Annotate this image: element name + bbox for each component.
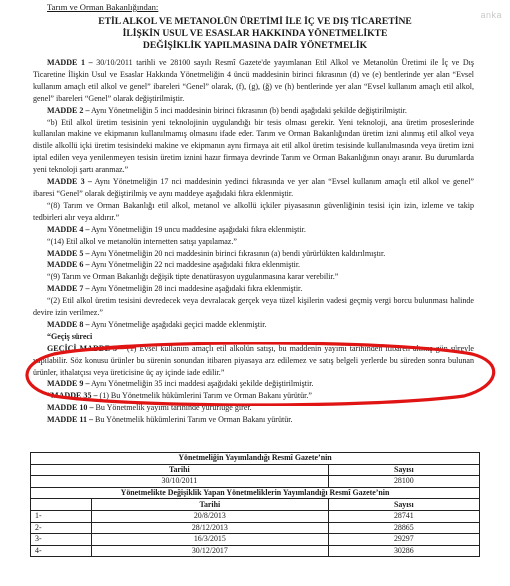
article-3-quote: “(8) Tarım ve Orman Bakanlığı etil alkol, metanol ve alkollü içkiler piyasasının güvenliğinin tesisi için izin, izleme ve takip tedbirleri alır veya aldırır.” <box>33 200 474 222</box>
row-index: 4- <box>31 545 92 557</box>
row-index: 1- <box>31 510 92 522</box>
article-9 <box>33 378 474 390</box>
article-text: 30/10/2011 tarihli ve 28100 sayılı Resmî Gazete'de yayımlanan Etil Alkol ve Metanolün Üretimi ile İç ve Dış Ticaretine İlişkin Usul ve Esaslar Hakkında Yönetmeliğin 4 üncü maddesinin birinci fıkrasının (d) ve (e) bentlerinde yer alan “Evsel kullanım amaçlı etil alkol ve genel” ibareleri “Genel” olarak, (f), (g), (ğ) ve (h) bentlerinde yer alan “Evsel kullanım amaçlı etil alkol, genel” ibareleri “Genel” olarak değiştirilmiştir. <box>33 58 475 103</box>
empty-cell <box>31 499 92 511</box>
row-index: 2- <box>31 522 92 534</box>
column-header-number: Sayısı <box>328 464 479 476</box>
table-row <box>31 522 480 534</box>
article-label: MADDE 7 – <box>47 284 90 294</box>
column-header-number: Sayısı <box>328 499 479 511</box>
article-text: Bu Yönetmelik hükümlerini Tarım ve Orman Bakanı yürütür. <box>93 415 293 425</box>
table-row <box>31 534 480 546</box>
column-header-date: Tarihi <box>92 499 329 511</box>
article-label: MADDE 9 – <box>47 379 90 389</box>
article-4-quote: “(14) Etil alkol ve metanolün internetten satışı yapılamaz.” <box>47 236 237 246</box>
article-label: MADDE 2 – <box>47 105 90 115</box>
article-text: Aynı Yönetmeliğin 35 inci maddesi aşağıdaki şekilde değiştirilmiştir. <box>89 379 314 389</box>
article-8 <box>33 319 474 331</box>
article-2-quote: “b) Etil alkol üretim tesisinin yeni teknolojinin uygulandığı bir tesis olması gerekir. Yeni teknoloji, ana üretim proseslerinde kullanılan makine ve ekipmanın kullanılmamış olmasını ifade eder. Tarım ve Orman Bakanlığından üretim izni alınmış etil alkol veya distile alkollü içki üretim tesisindeki makine ve ekipmanın aynı firmaya ait etil alkol üretim tesisinde kullanılmasında veya üretim izni iptal edilen veya yenilenmeyen tesisin üretim iznini hazır firmaya devrinde Tarım ve Orman Bakanlığının onayı aranır. Bu durumlarda yeni teknoloji şartı aranmaz.” <box>33 117 474 175</box>
temporary-article-3 <box>33 343 474 379</box>
article-11 <box>33 414 474 426</box>
article-text: Aynı Yönetmeliğin 19 uncu maddesine aşağıdaki fıkra eklenmiştir. <box>89 224 306 234</box>
article-35-quote <box>33 390 474 402</box>
article-label: MADDE 1 – <box>47 58 93 67</box>
watermark-logo: anka <box>480 10 502 20</box>
regulation-title-line-1: ETİL ALKOL VE METANOLÜN ÜRETİMİ İLE İÇ VE DIŞ TİCARETİNE <box>98 16 412 27</box>
article-label: “MADDE 35 – <box>47 391 98 401</box>
table-heading-row <box>31 487 480 499</box>
issuing-ministry: Tarım ve Orman Bakanlığından: <box>47 2 159 12</box>
article-6-quote: “(9) Tarım ve Orman Bakanlığı değişik tipte denatürasyon uygulanmasına karar verebilir.” <box>47 272 339 282</box>
article-text: Aynı Yönetmeliğin 22 nci maddesine aşağıdaki fıkra eklenmiştir. <box>89 260 301 270</box>
article-6 <box>33 259 474 271</box>
article-label: MADDE 11 – <box>47 415 94 425</box>
transition-heading: “Geçiş süreci <box>47 331 93 341</box>
article-2 <box>33 105 474 117</box>
table-heading-amendments: Yönetmelikte Değişiklik Yapan Yönetmeliklerin Yayımlandığı Resmî Gazete’nin <box>31 487 480 499</box>
table-heading-row <box>31 453 480 465</box>
article-7-quote: “(2) Etil alkol üretim tesisini devredecek veya devralacak gerçek veya tüzel kişilerin vadesi geçmiş vergi borcu bulunması halinde devire izin verilmez.” <box>33 296 474 318</box>
amendment-number: 30286 <box>328 545 479 557</box>
article-3 <box>33 176 474 200</box>
article-text: Aynı Yönetmeliğe aşağıdaki geçici madde eklenmiştir. <box>89 319 267 329</box>
article-label: MADDE 6 – <box>47 260 90 270</box>
article-label: MADDE 8 – <box>47 319 90 329</box>
amendment-number: 28865 <box>328 522 479 534</box>
table-row <box>31 464 480 476</box>
table-row <box>31 545 480 557</box>
regulation-title-line-3: DEĞİŞİKLİK YAPILMASINA DAİR YÖNETMELİK <box>142 40 368 51</box>
article-text: Aynı Yönetmeliğin 5 inci maddesinin birinci fıkrasının (b) bendi aşağıdaki şekilde değiştirilmiştir. <box>89 105 407 115</box>
table-row <box>31 499 480 511</box>
article-1 <box>33 57 474 105</box>
article-text: Aynı Yönetmeliğin 17 nci maddesinin yedinci fıkrasında ve yer alan “Evsel kullanım amaçlı etil alkol ve genel” ibaresi “Genel” olarak değiştirilmiş ve aynı maddeye aşağıdaki fıkra eklenmiştir. <box>33 177 475 198</box>
amendment-number: 29297 <box>328 534 479 546</box>
article-text: (1) Evsel kullanım amaçlı etil alkolün satışı, bu maddenin yayımı tarihinden itibaren altmış gün süreyle yapılabilir. Söz konusu ürünler bu sürenin sonundan itibaren piyasaya arz edilemez ve satış belgeli yerlerde bu süreden sonra bulunan ürünler, ithalatçısı veya üreticisine üç ay içinde iade edilir.” <box>33 343 474 377</box>
row-index: 3- <box>31 534 92 546</box>
amendment-date: 16/3/2015 <box>92 534 329 546</box>
column-header-date: Tarihi <box>31 464 329 476</box>
article-text: Aynı Yönetmeliğin 28 inci maddesine aşağıdaki fıkra eklenmiştir. <box>89 284 303 294</box>
article-4 <box>33 224 474 236</box>
amendment-number: 28741 <box>328 510 479 522</box>
table-row <box>31 476 480 488</box>
original-date: 30/10/2011 <box>31 476 329 488</box>
article-label: MADDE 3 – <box>47 177 92 187</box>
amendment-date: 20/8/2013 <box>92 510 329 522</box>
article-text: Aynı Yönetmeliğin 20 nci maddesinin birinci fıkrasının (a) bendi yürürlükten kaldırılmıştır. <box>89 248 386 258</box>
article-label: MADDE 10 – <box>47 403 94 413</box>
article-7 <box>33 283 474 295</box>
article-label: MADDE 5 – <box>47 248 90 258</box>
amendment-date: 28/12/2013 <box>92 522 329 534</box>
table-row <box>31 510 480 522</box>
regulation-body <box>33 57 474 426</box>
table-heading-original: Yönetmeliğin Yayımlandığı Resmî Gazete’nin <box>31 453 480 465</box>
article-text: (1) Bu Yönetmelik hükümlerini Tarım ve Orman Bakanı yürütür.” <box>97 391 312 401</box>
article-label: MADDE 4 – <box>47 224 90 234</box>
article-5 <box>33 248 474 260</box>
article-10 <box>33 402 474 414</box>
article-label: GEÇİCİ MADDE 3 – <box>47 343 125 353</box>
gazette-table <box>30 452 480 557</box>
amendment-date: 30/12/2017 <box>92 545 329 557</box>
original-number: 28100 <box>328 476 479 488</box>
regulation-title-line-2: İLİŞKİN USUL VE ESASLAR HAKKINDA YÖNETMELİKTE <box>122 28 388 39</box>
article-text: Bu Yönetmelik yayımı tarihinde yürürlüğe girer. <box>93 403 252 413</box>
